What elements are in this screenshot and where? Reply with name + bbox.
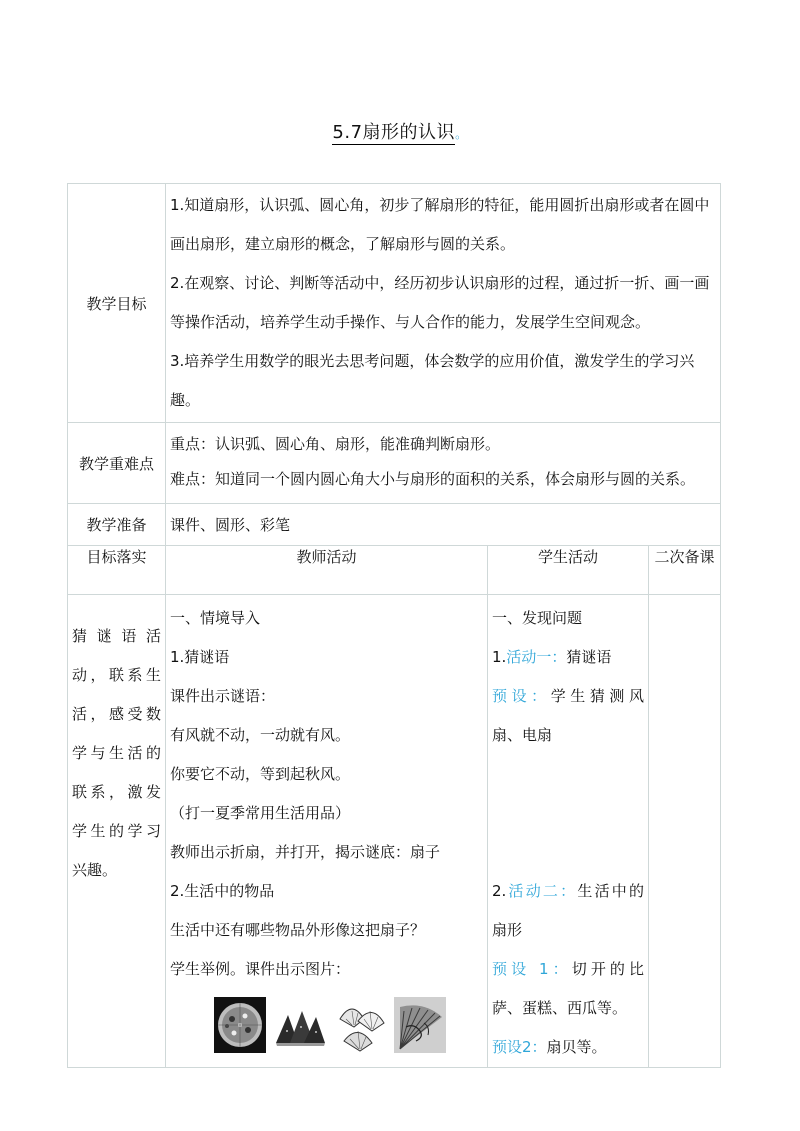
column-header-row: [68, 546, 721, 595]
col-header-teacher: 教师活动: [166, 546, 488, 595]
goals-label: 教学目标: [68, 184, 166, 423]
col-header-student: 学生活动: [488, 546, 649, 595]
objective-line: 动，联系生: [72, 666, 161, 684]
objective-line: 活，感受数: [72, 705, 161, 723]
activity-one-num: 1.: [492, 648, 507, 666]
hard-point: 难点：知道同一个圆内圆心角大小与扇形的面积的关系，体会扇形与圆的关系。: [170, 470, 696, 488]
activity-one-label: 活动一：: [506, 648, 567, 666]
goals-row: [68, 184, 721, 423]
activity-row: [68, 595, 721, 1068]
student-heading: 一、发现问题: [492, 609, 583, 627]
activity-one: [492, 638, 644, 677]
activity-two-num: 2.: [492, 882, 507, 900]
preset-one-label: 预设：: [492, 687, 551, 705]
spacer: [492, 755, 644, 872]
example-pictures: [170, 995, 483, 1055]
preset-two-label: 预设 1：: [492, 960, 572, 978]
key-point: 重点：认识弧、圆心角、扇形，能准确判断扇形。: [170, 435, 501, 453]
activity-two-line: [492, 872, 644, 911]
preset-two-text: 切开的比: [571, 960, 644, 978]
activity-two-cont: 扇形: [492, 921, 523, 939]
lesson-plan-table: [67, 183, 721, 1068]
page-title: [0, 118, 800, 144]
activity-two-label: 活动二：: [506, 882, 578, 900]
title-text: 5.7扇形的认识: [332, 122, 456, 143]
preset-one-text: 学生猜测风: [550, 687, 644, 705]
fan-image: [394, 997, 446, 1053]
pizza-image: [214, 997, 266, 1053]
teacher-line: 你要它不动，等到起秋风。: [170, 765, 351, 783]
goals-content: [166, 184, 721, 423]
notes-cell: [649, 595, 721, 1068]
objective-line: 猜谜语活: [72, 627, 161, 645]
teacher-activity-cell: [166, 595, 488, 1068]
prep-label: 教学准备: [68, 504, 166, 546]
teacher-line: 2.生活中的物品: [170, 882, 275, 900]
goal-item: 3.培养学生用数学的眼光去思考问题，体会数学的应用价值，激发学生的学习兴趣。: [170, 352, 695, 409]
student-activity-cell: [488, 595, 649, 1068]
activity-one-text: 猜谜语: [566, 648, 612, 666]
col-header-objective: 目标落实: [68, 546, 166, 595]
difficulty-row: [68, 423, 721, 504]
objective-line: 学生的学习: [72, 822, 161, 840]
preset-three-text: 扇贝等。: [546, 1038, 607, 1056]
teacher-line: 生活中还有哪些物品外形像这把扇子？: [170, 921, 426, 939]
scallop-image: [334, 997, 386, 1053]
objective-line: 学与生活的: [72, 744, 161, 762]
watermelon-image: [274, 997, 326, 1053]
objective-line: 联系，激发: [72, 783, 161, 801]
preset-two: [492, 950, 644, 989]
difficulty-label: 教学重难点: [68, 423, 166, 504]
objective-cell: [68, 595, 166, 1068]
col-header-notes: 二次备课: [649, 546, 721, 595]
goal-item: 1.知道扇形，认识弧、圆心角，初步了解扇形的特征，能用圆折出扇形或者在圆中画出扇形，建立扇形的概念，了解扇形与圆的关系。: [170, 196, 710, 253]
teacher-line: 教师出示折扇，并打开，揭示谜底：扇子: [170, 843, 441, 861]
teacher-line: 1.猜谜语: [170, 648, 230, 666]
prep-content: 课件、圆形、彩笔: [166, 504, 721, 546]
teacher-line: （打一夏季常用生活用品）: [170, 804, 351, 822]
preset-one: [492, 677, 644, 716]
teacher-line: 一、情境导入: [170, 609, 261, 627]
prep-row: [68, 504, 721, 546]
preset-one-cont: 扇、电扇: [492, 726, 553, 744]
preset-one-line: [492, 677, 644, 716]
teacher-line: 课件出示谜语：: [170, 687, 276, 705]
teacher-line: 学生举例。课件出示图片：: [170, 960, 351, 978]
activity-two-text: 生活中的: [577, 882, 644, 900]
preset-two-cont: 萨、蛋糕、西瓜等。: [492, 999, 628, 1017]
preset-three-label: 预设2：: [492, 1038, 547, 1056]
objective-line: 兴趣。: [72, 861, 118, 879]
preset-three: [492, 1028, 644, 1067]
teacher-line: 有风就不动，一动就有风。: [170, 726, 351, 744]
goal-item: 2.在观察、讨论、判断等活动中，经历初步认识扇形的过程，通过折一折、画一画等操作活动，培养学生动手操作、与人合作的能力，发展学生空间观念。: [170, 274, 710, 331]
activity-two: [492, 872, 644, 911]
preset-two-line: [492, 950, 644, 989]
difficulty-content: [166, 423, 721, 504]
title-dot: 。: [455, 127, 468, 141]
